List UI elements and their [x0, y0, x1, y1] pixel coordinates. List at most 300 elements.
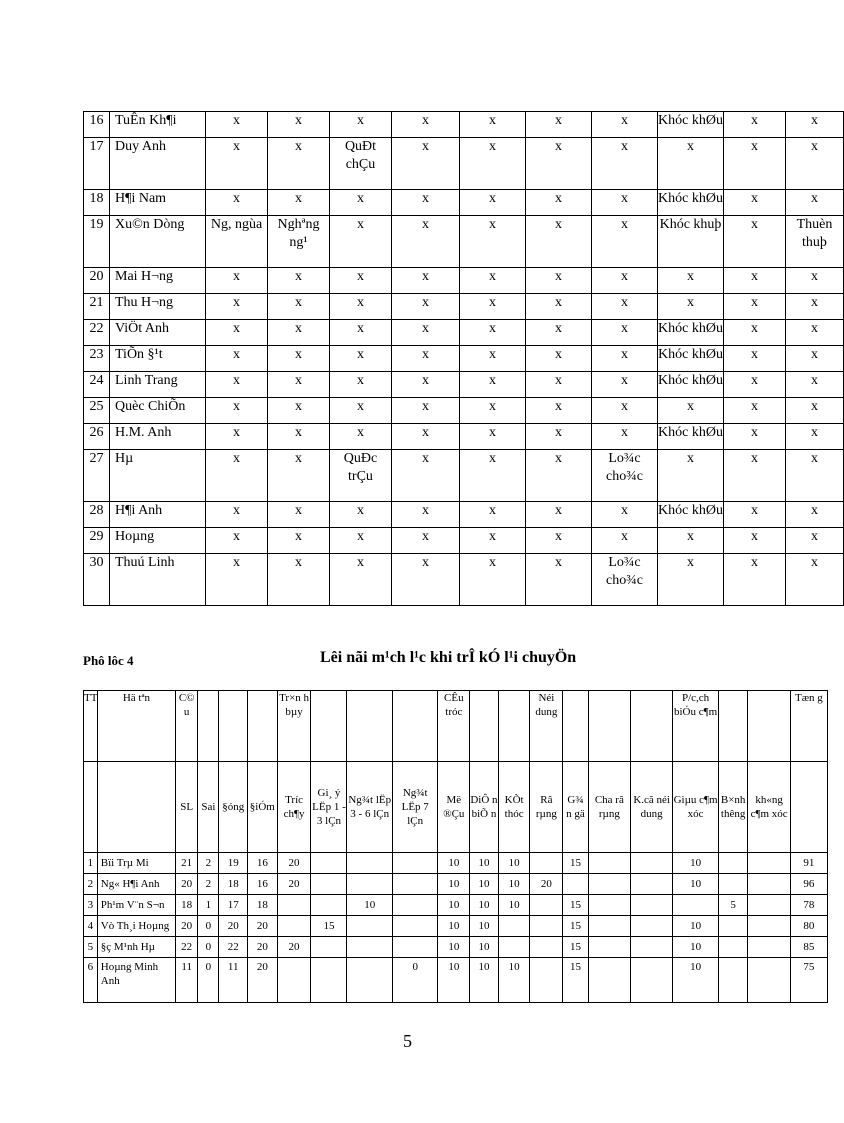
observation-cell: x [206, 138, 268, 190]
observation-cell: x [724, 320, 786, 346]
row-number: 29 [84, 528, 110, 554]
table-row [84, 528, 844, 554]
observation-cell: x [592, 346, 658, 372]
observation-cell: x [526, 138, 592, 190]
observation-cell: x [592, 528, 658, 554]
score-cell [588, 916, 630, 937]
score-cell: 16 [248, 853, 278, 874]
score-cell: 5 [718, 895, 748, 916]
column-header: Tæn g [790, 691, 827, 762]
observation-cell: x [392, 554, 460, 606]
observation-cell: x [592, 294, 658, 320]
table-row [84, 294, 844, 320]
observation-cell: x [724, 190, 786, 216]
row-number: 17 [84, 138, 110, 190]
observation-cell: x [330, 502, 392, 528]
score-cell: 10 [438, 937, 470, 958]
table-row [84, 554, 844, 606]
table-row [84, 372, 844, 398]
observation-cell: x [592, 320, 658, 346]
row-number: 25 [84, 398, 110, 424]
score-cell: 10 [673, 853, 719, 874]
observation-cell: x [268, 190, 330, 216]
observation-cell: x [392, 502, 460, 528]
observation-cell: x [330, 190, 392, 216]
column-header: DiÔ n biÕ n [470, 762, 499, 853]
observation-cell: x [268, 502, 330, 528]
score-cell: 10 [438, 958, 470, 1003]
student-name: Xu©n Dòng [110, 216, 206, 268]
observation-cell: x [460, 346, 526, 372]
score-cell: 10 [470, 895, 499, 916]
observation-cell: x [592, 190, 658, 216]
storytelling-score-table [83, 690, 828, 1003]
column-header [790, 762, 827, 853]
observation-cell: x [392, 424, 460, 450]
table-row [84, 874, 828, 895]
score-cell [748, 874, 790, 895]
table-row [84, 112, 844, 138]
observation-cell: x [526, 346, 592, 372]
observation-cell: x [526, 502, 592, 528]
column-header [563, 691, 588, 762]
score-cell: 20 [248, 937, 278, 958]
column-header [748, 691, 790, 762]
score-cell: 0 [392, 958, 438, 1003]
row-number: 20 [84, 268, 110, 294]
score-cell: 85 [790, 937, 827, 958]
column-header: G¾ n gä [563, 762, 588, 853]
column-header: C© u [176, 691, 198, 762]
score-cell: 2 [198, 874, 219, 895]
student-name: Linh Trang [110, 372, 206, 398]
student-name: Quèc ChiÕn [110, 398, 206, 424]
observation-cell: Khóc khØu [658, 346, 724, 372]
header-row [84, 762, 828, 853]
observation-cell: x [592, 268, 658, 294]
score-cell: 20 [530, 874, 563, 895]
header-row [84, 691, 828, 762]
observation-cell: x [526, 398, 592, 424]
score-cell [718, 853, 748, 874]
score-cell: 10 [673, 874, 719, 895]
student-name: Thuú Linh [110, 554, 206, 606]
score-cell [392, 853, 438, 874]
student-name: TiÕn §¹t [110, 346, 206, 372]
observation-cell: x [206, 320, 268, 346]
observation-cell: x [786, 554, 844, 606]
observation-cell: x [206, 372, 268, 398]
observation-cell: x [786, 294, 844, 320]
observation-cell: x [206, 528, 268, 554]
score-cell: 10 [470, 958, 499, 1003]
student-name: Hoµng Minh Anh [97, 958, 175, 1003]
table-row [84, 138, 844, 190]
observation-cell: x [786, 346, 844, 372]
score-cell [392, 895, 438, 916]
score-cell [588, 895, 630, 916]
observation-cell: x [268, 138, 330, 190]
score-cell: 15 [563, 937, 588, 958]
score-cell [347, 958, 393, 1003]
observation-cell: x [330, 424, 392, 450]
observation-cell: x [724, 502, 786, 528]
column-header: kh«ng c¶m xóc [748, 762, 790, 853]
score-cell [277, 895, 311, 916]
observation-cell: x [330, 372, 392, 398]
score-cell: 10 [470, 937, 499, 958]
observation-cell: x [392, 372, 460, 398]
column-header: KÕt thóc [498, 762, 530, 853]
column-header: Tr×n h bµy [277, 691, 311, 762]
observation-cell: x [268, 294, 330, 320]
score-cell [530, 958, 563, 1003]
score-cell: 1 [84, 853, 98, 874]
column-header [219, 691, 248, 762]
score-cell: 15 [311, 916, 347, 937]
observation-cell: x [592, 138, 658, 190]
score-cell [530, 895, 563, 916]
observation-cell: x [268, 398, 330, 424]
column-header: SL [176, 762, 198, 853]
observation-cell: Khóc khØu [658, 320, 724, 346]
observation-cell: x [658, 398, 724, 424]
score-cell [347, 874, 393, 895]
observation-cell: x [786, 138, 844, 190]
score-cell [718, 937, 748, 958]
observation-cell: x [206, 190, 268, 216]
student-name: H¶i Anh [110, 502, 206, 528]
observation-cell: x [206, 112, 268, 138]
student-name: Vò Th¸i Hoµng [97, 916, 175, 937]
observation-cell: x [392, 112, 460, 138]
table-row [84, 895, 828, 916]
observation-cell: x [658, 528, 724, 554]
score-cell: 20 [248, 958, 278, 1003]
score-cell: 10 [470, 853, 499, 874]
score-cell: 22 [176, 937, 198, 958]
row-number: 30 [84, 554, 110, 606]
column-header [248, 691, 278, 762]
observation-cell: x [526, 372, 592, 398]
observation-cell: x [268, 424, 330, 450]
observation-cell: x [786, 372, 844, 398]
score-cell [311, 895, 347, 916]
student-name: Hµ [110, 450, 206, 502]
score-cell [277, 958, 311, 1003]
score-cell: 10 [498, 895, 530, 916]
observation-cell: x [392, 528, 460, 554]
score-cell: 15 [563, 916, 588, 937]
score-cell [631, 958, 673, 1003]
table-row [84, 937, 828, 958]
student-name: Duy Anh [110, 138, 206, 190]
student-name: Thu H¬ng [110, 294, 206, 320]
observation-cell: x [526, 424, 592, 450]
score-cell [631, 895, 673, 916]
score-cell: 20 [219, 916, 248, 937]
observation-cell: Khóc khØu [658, 502, 724, 528]
observation-cell: x [392, 138, 460, 190]
observation-cell: x [268, 268, 330, 294]
observation-cell: x [786, 502, 844, 528]
score-cell: 6 [84, 958, 98, 1003]
observation-cell: x [392, 268, 460, 294]
score-cell [498, 937, 530, 958]
row-number: 23 [84, 346, 110, 372]
score-cell [673, 895, 719, 916]
observation-cell: x [392, 398, 460, 424]
observation-cell: x [392, 450, 460, 502]
observation-cell: x [330, 112, 392, 138]
score-cell: 2 [198, 853, 219, 874]
observation-cell: x [460, 138, 526, 190]
observation-cell: x [206, 554, 268, 606]
observation-cell: Khóc khØu [658, 190, 724, 216]
student-name: ViÖt Anh [110, 320, 206, 346]
score-cell: 10 [438, 853, 470, 874]
observation-cell: x [724, 294, 786, 320]
table-row [84, 346, 844, 372]
observation-cell: x [330, 216, 392, 268]
observation-cell: x [786, 528, 844, 554]
observation-cell: Lo¾c cho¾c [592, 450, 658, 502]
observation-cell: x [724, 372, 786, 398]
observation-cell: x [786, 112, 844, 138]
score-cell [347, 853, 393, 874]
observation-cell: x [268, 372, 330, 398]
observation-cell: x [658, 450, 724, 502]
observation-cell: x [460, 450, 526, 502]
observation-cell: x [786, 398, 844, 424]
score-cell: 2 [84, 874, 98, 895]
row-number: 16 [84, 112, 110, 138]
observation-cell: x [724, 268, 786, 294]
column-header [718, 691, 748, 762]
observation-cell: x [460, 216, 526, 268]
observation-cell: x [724, 112, 786, 138]
student-name: H¶i Nam [110, 190, 206, 216]
score-cell: 17 [219, 895, 248, 916]
score-cell: 10 [438, 895, 470, 916]
observation-cell: x [206, 450, 268, 502]
score-cell [748, 916, 790, 937]
observation-cell: QuÐc trÇu [330, 450, 392, 502]
student-name: Hoµng [110, 528, 206, 554]
score-cell: 10 [498, 853, 530, 874]
score-cell [748, 895, 790, 916]
score-cell [563, 874, 588, 895]
score-cell: 10 [498, 958, 530, 1003]
column-header: Gi¸ ý LËp 1 - 3 lÇn [311, 762, 347, 853]
score-cell: 20 [277, 853, 311, 874]
observation-cell: x [786, 268, 844, 294]
student-name: §ç M¹nh Hµ [97, 937, 175, 958]
score-cell: 15 [563, 853, 588, 874]
score-cell: 91 [790, 853, 827, 874]
score-cell: 80 [790, 916, 827, 937]
row-number: 27 [84, 450, 110, 502]
observation-cell: x [460, 528, 526, 554]
column-header: P/c,ch biÓu c¶m [673, 691, 719, 762]
table-row [84, 320, 844, 346]
table-row [84, 268, 844, 294]
observation-cell: x [658, 554, 724, 606]
observation-cell: x [392, 190, 460, 216]
observation-cell: x [392, 294, 460, 320]
table-row [84, 216, 844, 268]
score-cell: 15 [563, 958, 588, 1003]
observation-cell: x [526, 554, 592, 606]
observation-cell: x [460, 112, 526, 138]
score-cell [277, 916, 311, 937]
score-cell: 75 [790, 958, 827, 1003]
table-row [84, 190, 844, 216]
row-number: 18 [84, 190, 110, 216]
appendix-label: Phô lôc 4 [83, 653, 134, 668]
observation-cell: x [724, 554, 786, 606]
observation-cell: x [268, 112, 330, 138]
row-number: 19 [84, 216, 110, 268]
observation-cell: x [592, 372, 658, 398]
score-cell [588, 853, 630, 874]
score-cell: 0 [198, 916, 219, 937]
score-cell [392, 874, 438, 895]
observation-cell: x [526, 294, 592, 320]
observation-cell: x [724, 450, 786, 502]
score-cell [631, 874, 673, 895]
table-row [84, 424, 844, 450]
column-header: §óng [219, 762, 248, 853]
student-name: Ng« H¶i Anh [97, 874, 175, 895]
student-name: TuÊn Kh¶i [110, 112, 206, 138]
column-header: Néi dung [530, 691, 563, 762]
column-header: Sai [198, 762, 219, 853]
column-header: B×nh thêng [718, 762, 748, 853]
observation-cell: x [658, 294, 724, 320]
column-header [84, 762, 98, 853]
score-cell: 16 [248, 874, 278, 895]
score-cell: 18 [219, 874, 248, 895]
observation-cell: x [592, 112, 658, 138]
observation-cell: x [330, 398, 392, 424]
observation-cell: x [460, 502, 526, 528]
score-cell [748, 937, 790, 958]
table-row [84, 450, 844, 502]
observation-cell: Khóc khØu [658, 112, 724, 138]
score-cell [498, 916, 530, 937]
score-cell: 18 [248, 895, 278, 916]
score-cell: 96 [790, 874, 827, 895]
column-header: Tríc ch¶y [277, 762, 311, 853]
score-cell: 78 [790, 895, 827, 916]
score-cell [718, 916, 748, 937]
column-header [198, 691, 219, 762]
column-header: Më ®Çu [438, 762, 470, 853]
score-cell: 0 [198, 937, 219, 958]
column-header: Giµu c¶m xóc [673, 762, 719, 853]
column-header: Hä tªn [97, 691, 175, 762]
observation-cell: x [786, 450, 844, 502]
observation-cell: x [526, 190, 592, 216]
score-cell: 3 [84, 895, 98, 916]
score-cell [392, 937, 438, 958]
score-cell: 20 [277, 874, 311, 895]
student-name: Ph¹m V¨n S¬n [97, 895, 175, 916]
score-cell [392, 916, 438, 937]
observation-cell: x [526, 450, 592, 502]
column-header [97, 762, 175, 853]
column-header: Râ rµng [530, 762, 563, 853]
column-header: Cha râ rµng [588, 762, 630, 853]
score-cell [588, 958, 630, 1003]
score-cell [311, 958, 347, 1003]
observation-cell: x [526, 320, 592, 346]
observation-cell: Lo¾c cho¾c [592, 554, 658, 606]
score-cell: 19 [219, 853, 248, 874]
observation-cell: x [330, 554, 392, 606]
observation-cell: x [592, 424, 658, 450]
observation-cell: x [460, 424, 526, 450]
column-header [631, 691, 673, 762]
observation-cell: Khóc khØu [658, 372, 724, 398]
score-cell [748, 853, 790, 874]
page-number: 5 [403, 1031, 412, 1051]
observation-cell: x [206, 502, 268, 528]
score-cell [311, 874, 347, 895]
observation-cell: x [786, 320, 844, 346]
observation-cell: x [460, 554, 526, 606]
score-cell [748, 958, 790, 1003]
score-cell: 10 [470, 916, 499, 937]
column-header [588, 691, 630, 762]
row-number: 28 [84, 502, 110, 528]
student-name: Bïi Trµ Mi [97, 853, 175, 874]
score-cell: 21 [176, 853, 198, 874]
table-row [84, 916, 828, 937]
column-header: Ng¾t LËp 7 lÇn [392, 762, 438, 853]
student-name: H.M. Anh [110, 424, 206, 450]
score-cell [347, 937, 393, 958]
observation-cell: x [330, 294, 392, 320]
score-cell [631, 853, 673, 874]
observation-cell: x [268, 320, 330, 346]
row-number: 24 [84, 372, 110, 398]
row-number: 22 [84, 320, 110, 346]
score-cell: 10 [470, 874, 499, 895]
observation-cell: Nghªng ng¹ [268, 216, 330, 268]
observation-cell: x [268, 528, 330, 554]
score-cell [311, 937, 347, 958]
score-cell: 15 [563, 895, 588, 916]
score-cell [718, 874, 748, 895]
observation-cell: x [526, 268, 592, 294]
score-cell [530, 916, 563, 937]
score-cell: 20 [277, 937, 311, 958]
observation-cell: x [460, 398, 526, 424]
observation-cell: x [786, 424, 844, 450]
score-cell [631, 916, 673, 937]
score-cell [631, 937, 673, 958]
column-header [498, 691, 530, 762]
score-cell: 18 [176, 895, 198, 916]
observation-cell: x [460, 190, 526, 216]
score-cell: 10 [673, 916, 719, 937]
score-cell: 20 [248, 916, 278, 937]
observation-cell: x [460, 268, 526, 294]
observation-cell: x [724, 216, 786, 268]
observation-cell: x [206, 398, 268, 424]
